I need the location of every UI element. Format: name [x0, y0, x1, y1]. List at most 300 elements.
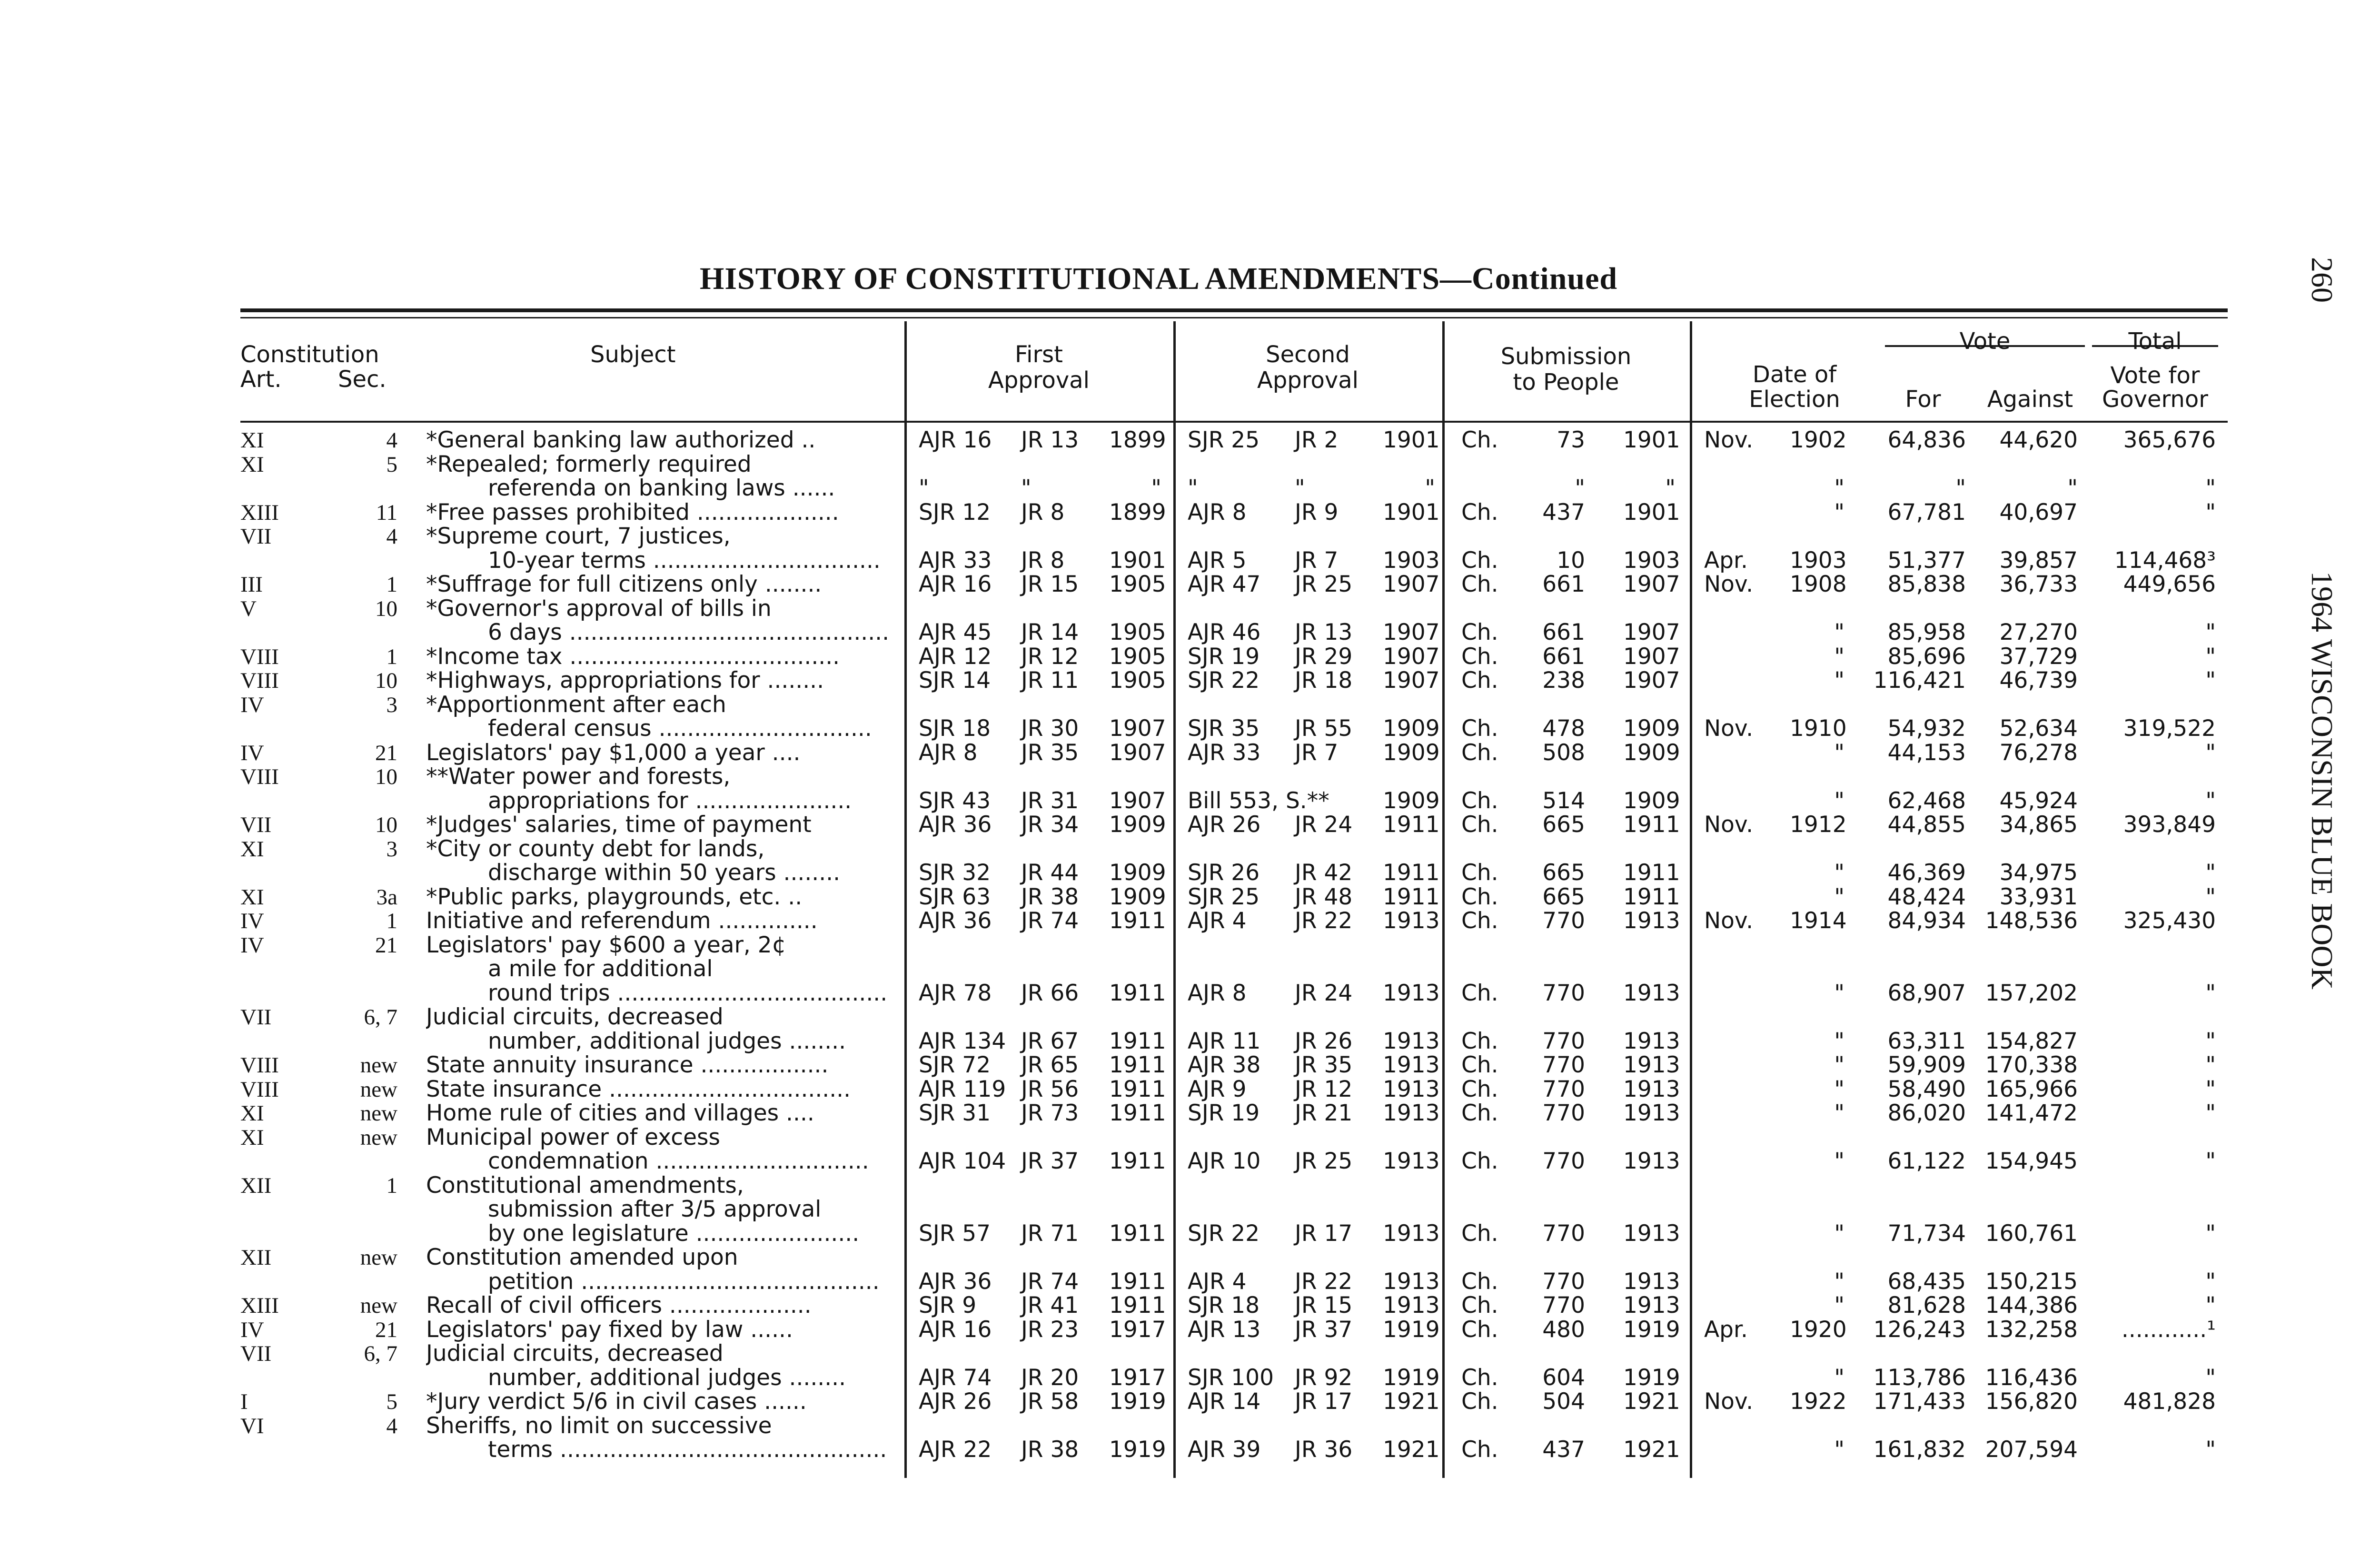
submission-chapter-label: Ch.: [1461, 1292, 1498, 1318]
table-row: [0, 645, 2380, 669]
first-approval-bill: SJR 12: [919, 499, 991, 525]
first-approval-year: 1907: [1109, 715, 1166, 742]
vote-against-cell: 44,620: [1999, 427, 2078, 453]
total-vote-cell: ": [2205, 1028, 2216, 1054]
article-cell: VI: [240, 1413, 264, 1438]
second-approval-year: 1913: [1383, 908, 1440, 934]
first-approval-bill: AJR 36: [919, 908, 992, 934]
submission-year: 1913: [1623, 1148, 1680, 1174]
election-year: ": [1834, 787, 1844, 814]
total-vote-cell: ": [2205, 643, 2216, 670]
second-approval-year: 1911: [1383, 860, 1440, 886]
table-row: [0, 549, 2380, 573]
table-row: [0, 501, 2380, 525]
second-approval-jr: JR 25: [1295, 571, 1353, 597]
election-month: Nov.: [1704, 908, 1754, 934]
article-cell: IV: [240, 909, 264, 933]
table-row: [0, 621, 2380, 644]
header-date-2: Election: [1749, 386, 1840, 413]
election-month: Nov.: [1704, 715, 1754, 742]
submission-chapter: 437: [1542, 499, 1585, 525]
header-first-2: Approval: [988, 367, 1090, 394]
first-approval-year: 1899: [1109, 427, 1166, 453]
submission-chapter: 504: [1542, 1388, 1585, 1415]
second-approval-jr: JR 7: [1295, 547, 1339, 574]
submission-chapter-label: Ch.: [1461, 1437, 1498, 1463]
subject-cell: State insurance ..................................: [426, 1077, 851, 1101]
submission-year: 1913: [1623, 1052, 1680, 1078]
second-approval-bill: AJR 33: [1188, 739, 1261, 766]
first-approval-year: 1909: [1109, 812, 1166, 838]
subject-cell: *Apportionment after each: [426, 693, 726, 717]
election-year: 1914: [1790, 908, 1847, 934]
table-row: [0, 1270, 2380, 1294]
first-approval-bill: AJR 36: [919, 1268, 992, 1295]
election-month: Nov.: [1704, 571, 1754, 597]
article-cell: IV: [240, 932, 264, 958]
submission-year: 1913: [1623, 1220, 1680, 1247]
first-approval-year: 1905: [1109, 643, 1166, 670]
first-approval-jr: JR 15: [1021, 571, 1079, 597]
section-cell: 11: [376, 500, 397, 525]
second-approval-bill: AJR 46: [1188, 619, 1261, 645]
submission-chapter: 665: [1542, 860, 1585, 886]
submission-chapter: 437: [1542, 1437, 1585, 1463]
first-approval-jr: JR 37: [1021, 1148, 1079, 1174]
article-cell: I: [240, 1389, 248, 1414]
header-against: Against: [1987, 386, 2073, 413]
second-approval-bill: AJR 4: [1188, 908, 1247, 934]
submission-chapter-label: Ch.: [1461, 812, 1498, 838]
table-row: [0, 1414, 2380, 1438]
table-row: [0, 1222, 2380, 1246]
election-year: ": [1834, 1437, 1844, 1463]
table-row: [0, 1318, 2380, 1342]
vote-for-cell: 126,243: [1873, 1316, 1966, 1343]
second-approval-year: 1913: [1383, 1028, 1440, 1054]
section-cell: 3a: [376, 884, 397, 910]
second-approval-bill: AJR 8: [1188, 499, 1247, 525]
top-rule-thick: [240, 308, 2228, 312]
section-cell: 10: [375, 668, 397, 693]
vote-against-cell: 156,820: [1985, 1388, 2078, 1415]
vote-for-cell: 85,696: [1887, 643, 1966, 670]
table-row: [0, 981, 2380, 1005]
second-approval-bill: AJR 47: [1188, 571, 1261, 597]
vote-against-cell: 141,472: [1985, 1100, 2078, 1126]
subject-cell: Initiative and referendum ..............: [426, 909, 818, 933]
vote-against-cell: 132,258: [1985, 1316, 2078, 1343]
first-approval-year: 1909: [1109, 883, 1166, 910]
subject-cell: *Governor's approval of bills in: [426, 596, 772, 621]
second-approval-bill: AJR 39: [1188, 1437, 1261, 1463]
submission-year: 1921: [1623, 1437, 1680, 1463]
first-approval-jr: JR 58: [1021, 1388, 1079, 1415]
article-cell: VII: [240, 813, 272, 837]
first-approval-bill: AJR 26: [919, 1388, 992, 1415]
article-cell: XI: [240, 1125, 264, 1150]
submission-chapter: 478: [1542, 715, 1585, 742]
header-sec: Sec.: [338, 366, 387, 393]
second-approval-year: 1903: [1383, 547, 1440, 574]
table-row: [0, 476, 2380, 500]
submission-chapter-label: Ch.: [1461, 1100, 1498, 1126]
header-second-1: Second: [1266, 341, 1350, 368]
vote-for-cell: 67,781: [1887, 499, 1966, 525]
subject-cell: *City or county debt for lands,: [426, 837, 765, 861]
article-cell: IV: [240, 740, 264, 765]
first-approval-jr: JR 31: [1021, 787, 1079, 814]
article-cell: XIII: [240, 500, 279, 525]
second-approval-jr: JR 92: [1295, 1364, 1353, 1391]
first-approval-bill: AJR 12: [919, 643, 992, 670]
table-row: [0, 789, 2380, 813]
election-year: 1902: [1790, 427, 1847, 453]
section-cell: new: [360, 1077, 397, 1102]
section-cell: 21: [375, 740, 397, 765]
submission-chapter: 770: [1542, 1052, 1585, 1078]
first-approval-year: 1911: [1109, 1076, 1166, 1102]
first-approval-year: 1919: [1109, 1437, 1166, 1463]
second-approval-bill: ": [1188, 475, 1198, 501]
first-approval-bill: SJR 43: [919, 787, 991, 814]
submission-chapter-label: Ch.: [1461, 883, 1498, 910]
second-approval-jr: JR 37: [1295, 1316, 1353, 1343]
total-vote-cell: 393,849: [2123, 812, 2216, 838]
section-cell: 10: [375, 596, 397, 621]
election-month: Apr.: [1704, 1316, 1748, 1343]
article-cell: VII: [240, 524, 272, 549]
subject-cell: number, additional judges ........: [488, 1029, 846, 1053]
second-approval-bill: AJR 26: [1188, 812, 1261, 838]
total-vote-cell: ": [2205, 667, 2216, 694]
second-approval-jr: JR 35: [1295, 1052, 1353, 1078]
table-row: [0, 1078, 2380, 1101]
total-vote-cell: 114,468³: [2114, 547, 2216, 574]
first-approval-year: 1905: [1109, 619, 1166, 645]
vote-for-cell: 113,786: [1873, 1364, 1966, 1391]
header-first-1: First: [1014, 341, 1063, 368]
table-row: [0, 1198, 2380, 1221]
article-cell: VIII: [240, 1053, 279, 1078]
submission-chapter: 770: [1542, 1220, 1585, 1247]
subject-cell: *Public parks, playgrounds, etc. ..: [426, 885, 803, 909]
section-cell: new: [360, 1245, 397, 1270]
second-approval-jr: JR 48: [1295, 883, 1353, 910]
submission-chapter-label: Ch.: [1461, 980, 1498, 1006]
second-approval-bill: AJR 9: [1188, 1076, 1247, 1102]
submission-chapter-label: Ch.: [1461, 499, 1498, 525]
election-year: ": [1834, 475, 1844, 501]
election-year: 1908: [1790, 571, 1847, 597]
first-approval-bill: AJR 119: [919, 1076, 1006, 1102]
election-month: Nov.: [1704, 427, 1754, 453]
election-month: Nov.: [1704, 1388, 1754, 1415]
subject-cell: *General banking law authorized ..: [426, 428, 816, 452]
vote-against-cell: 144,386: [1985, 1292, 2078, 1318]
first-approval-bill: AJR 78: [919, 980, 992, 1006]
second-approval-jr: JR 25: [1295, 1148, 1353, 1174]
vote-for-cell: 48,424: [1887, 883, 1966, 910]
vote-against-cell: 165,966: [1985, 1076, 2078, 1102]
total-vote-cell: 449,656: [2123, 571, 2216, 597]
section-cell: 4: [386, 524, 397, 549]
vote-for-cell: 81,628: [1887, 1292, 1966, 1318]
page-title: HISTORY OF CONSTITUTIONAL AMENDMENTS—Continued: [700, 261, 1618, 296]
first-approval-jr: JR 35: [1021, 739, 1079, 766]
second-approval-year: 1911: [1383, 883, 1440, 910]
election-year: 1912: [1790, 812, 1847, 838]
first-approval-jr: JR 14: [1021, 619, 1079, 645]
second-approval-jr: JR 21: [1295, 1100, 1353, 1126]
second-approval-year: 1901: [1383, 427, 1440, 453]
submission-year: 1907: [1623, 643, 1680, 670]
submission-chapter: 770: [1542, 1148, 1585, 1174]
subject-cell: *Jury verdict 5/6 in civil cases ......: [426, 1390, 807, 1414]
subject-cell: Legislators' pay $600 a year, 2¢: [426, 933, 786, 957]
header-submission-2: to People: [1513, 369, 1619, 396]
submission-chapter-label: Ch.: [1461, 1076, 1498, 1102]
first-approval-year: 1899: [1109, 499, 1166, 525]
subject-cell: discharge within 50 years ........: [488, 861, 841, 885]
section-cell: 1: [386, 572, 397, 597]
second-approval-bill: AJR 11: [1188, 1028, 1261, 1054]
first-approval-year: 1911: [1109, 1100, 1166, 1126]
submission-chapter-label: Ch.: [1461, 667, 1498, 694]
first-approval-jr: JR 13: [1021, 427, 1079, 453]
section-cell: 4: [386, 428, 397, 453]
section-cell: 3: [386, 692, 397, 717]
submission-chapter-label: Ch.: [1461, 1148, 1498, 1174]
total-vote-cell: ": [2205, 1437, 2216, 1463]
vote-against-cell: 36,733: [1999, 571, 2078, 597]
first-approval-bill: AJR 16: [919, 1316, 992, 1343]
vote-for-cell: 63,311: [1887, 1028, 1966, 1054]
header-submission-1: Submission: [1500, 343, 1632, 370]
second-approval-year: 1909: [1383, 715, 1440, 742]
election-month: Nov.: [1704, 812, 1754, 838]
first-approval-bill: SJR 57: [919, 1220, 991, 1247]
second-approval-bill: SJR 35: [1188, 715, 1260, 742]
subject-cell: submission after 3/5 approval: [488, 1198, 822, 1221]
first-approval-bill: AJR 36: [919, 812, 992, 838]
second-approval-jr: JR 22: [1295, 1268, 1353, 1295]
vote-for-cell: 58,490: [1887, 1076, 1966, 1102]
second-approval-bill: AJR 5: [1188, 547, 1247, 574]
vote-against-cell: 37,729: [1999, 643, 2078, 670]
first-approval-year: 1911: [1109, 1148, 1166, 1174]
first-approval-jr: JR 12: [1021, 643, 1079, 670]
second-approval-jr: JR 24: [1295, 812, 1353, 838]
subject-cell: Sheriffs, no limit on successive: [426, 1414, 772, 1438]
second-approval-jr: JR 17: [1295, 1388, 1353, 1415]
section-cell: new: [360, 1101, 397, 1126]
total-vote-cell: ": [2205, 1268, 2216, 1295]
second-approval-jr: JR 15: [1295, 1292, 1353, 1318]
subject-cell: *Income tax ......................................: [426, 644, 840, 669]
subject-cell: *Highways, appropriations for ........: [426, 669, 824, 693]
subject-cell: Municipal power of excess: [426, 1125, 720, 1150]
submission-chapter: 665: [1542, 883, 1585, 910]
subject-cell: 10-year terms ................................: [488, 548, 881, 573]
total-vote-cell: ": [2205, 883, 2216, 910]
second-approval-year: 1911: [1383, 812, 1440, 838]
election-month: Apr.: [1704, 547, 1748, 574]
second-approval-bill: AJR 4: [1188, 1268, 1247, 1295]
submission-chapter: 514: [1542, 787, 1585, 814]
second-approval-year: 1901: [1383, 499, 1440, 525]
section-cell: 5: [386, 452, 397, 477]
first-approval-year: 1905: [1109, 571, 1166, 597]
article-cell: XI: [240, 428, 264, 453]
submission-chapter-label: Ch.: [1461, 619, 1498, 645]
vote-against-cell: 45,924: [1999, 787, 2078, 814]
election-year: ": [1834, 1292, 1844, 1318]
first-approval-jr: JR 8: [1021, 547, 1065, 574]
vote-for-cell: 62,468: [1887, 787, 1966, 814]
table-row: [0, 909, 2380, 933]
vote-against-cell: 76,278: [1999, 739, 2078, 766]
section-cell: new: [360, 1053, 397, 1078]
section-cell: new: [360, 1125, 397, 1150]
submission-year: 1913: [1623, 1100, 1680, 1126]
vote-against-cell: 40,697: [1999, 499, 2078, 525]
second-approval-year: 1909: [1383, 787, 1440, 814]
first-approval-bill: SJR 9: [919, 1292, 977, 1318]
second-approval-year: ": [1425, 475, 1435, 501]
subject-cell: *Repealed; formerly required: [426, 452, 752, 476]
total-vote-cell: ": [2205, 980, 2216, 1006]
second-approval-bill: SJR 19: [1188, 643, 1260, 670]
first-approval-jr: JR 38: [1021, 1437, 1079, 1463]
first-approval-year: 1907: [1109, 787, 1166, 814]
submission-chapter-label: Ch.: [1461, 1220, 1498, 1247]
first-approval-year: 1917: [1109, 1316, 1166, 1343]
section-cell: 4: [386, 1413, 397, 1438]
total-vote-cell: ": [2205, 1148, 2216, 1174]
submission-chapter: 770: [1542, 1100, 1585, 1126]
second-approval-year: 1913: [1383, 1148, 1440, 1174]
first-approval-year: 1911: [1109, 1268, 1166, 1295]
first-approval-jr: JR 56: [1021, 1076, 1079, 1102]
submission-chapter: 661: [1542, 571, 1585, 597]
total-vote-cell: ": [2205, 619, 2216, 645]
second-approval-year: 1913: [1383, 1052, 1440, 1078]
vote-for-cell: 46,369: [1887, 860, 1966, 886]
total-vote-cell: 319,522: [2123, 715, 2216, 742]
submission-year: 1913: [1623, 1292, 1680, 1318]
section-cell: 21: [375, 1317, 397, 1342]
total-vote-cell: ": [2205, 787, 2216, 814]
election-year: ": [1834, 667, 1844, 694]
vote-against-cell: ": [2067, 475, 2078, 501]
submission-chapter: 770: [1542, 1028, 1585, 1054]
article-cell: V: [240, 596, 257, 621]
total-vote-cell: ": [2205, 1364, 2216, 1391]
header-vote: Vote: [1959, 328, 2011, 355]
submission-year: 1913: [1623, 1028, 1680, 1054]
first-approval-year: 1907: [1109, 739, 1166, 766]
submission-chapter: 661: [1542, 619, 1585, 645]
submission-chapter: 604: [1542, 1364, 1585, 1391]
table-row: [0, 1150, 2380, 1173]
submission-year: 1911: [1623, 812, 1680, 838]
article-cell: IV: [240, 692, 264, 717]
table-row: [0, 933, 2380, 957]
vote-for-cell: 85,838: [1887, 571, 1966, 597]
subject-cell: *Supreme court, 7 justices,: [426, 525, 731, 548]
vote-against-cell: 52,634: [1999, 715, 2078, 742]
second-approval-jr: JR 7: [1295, 739, 1339, 766]
submission-year: 1913: [1623, 980, 1680, 1006]
submission-chapter-label: Ch.: [1461, 547, 1498, 574]
election-year: ": [1834, 1076, 1844, 1102]
second-approval-jr: JR 13: [1295, 619, 1353, 645]
submission-chapter-label: Ch.: [1461, 1028, 1498, 1054]
first-approval-year: 1901: [1109, 547, 1166, 574]
second-approval-jr: JR 26: [1295, 1028, 1353, 1054]
first-approval-jr: ": [1021, 475, 1031, 501]
running-head: 1964 WISCONSIN BLUE BOOK: [2305, 571, 2339, 990]
second-approval-jr: JR 36: [1295, 1437, 1353, 1463]
vote-for-cell: 171,433: [1873, 1388, 1966, 1415]
submission-year: 1921: [1623, 1388, 1680, 1415]
vote-for-cell: 68,907: [1887, 980, 1966, 1006]
second-approval-year: 1909: [1383, 739, 1440, 766]
second-approval-year: 1913: [1383, 1292, 1440, 1318]
second-approval-year: 1913: [1383, 1268, 1440, 1295]
first-approval-jr: JR 71: [1021, 1220, 1079, 1247]
submission-chapter: 665: [1542, 812, 1585, 838]
subject-cell: Constitutional amendments,: [426, 1173, 744, 1198]
submission-chapter: 508: [1542, 739, 1585, 766]
second-approval-bill: Bill 553, S.**: [1188, 787, 1329, 814]
submission-chapter: 770: [1542, 908, 1585, 934]
vote-for-cell: 51,377: [1887, 547, 1966, 574]
election-year: ": [1834, 860, 1844, 886]
article-cell: III: [240, 572, 263, 597]
vote-for-cell: 71,734: [1887, 1220, 1966, 1247]
submission-year: 1913: [1623, 908, 1680, 934]
table-row: [0, 957, 2380, 981]
submission-chapter: 238: [1542, 667, 1585, 694]
first-approval-bill: AJR 16: [919, 427, 992, 453]
first-approval-bill: SJR 18: [919, 715, 991, 742]
second-approval-jr: JR 22: [1295, 908, 1353, 934]
submission-year: 1909: [1623, 715, 1680, 742]
vote-against-cell: 160,761: [1985, 1220, 2078, 1247]
subject-cell: petition ..........................................: [488, 1269, 880, 1294]
total-vote-cell: ": [2205, 1220, 2216, 1247]
table-row: [0, 1438, 2380, 1462]
vote-for-cell: 161,832: [1873, 1437, 1966, 1463]
submission-chapter-label: Ch.: [1461, 860, 1498, 886]
first-approval-bill: SJR 14: [919, 667, 991, 694]
first-approval-jr: JR 8: [1021, 499, 1065, 525]
second-approval-bill: SJR 25: [1188, 883, 1260, 910]
first-approval-bill: AJR 104: [919, 1148, 1006, 1174]
submission-chapter-label: Ch.: [1461, 908, 1498, 934]
first-approval-bill: ": [919, 475, 929, 501]
second-approval-bill: AJR 8: [1188, 980, 1247, 1006]
table-row: [0, 669, 2380, 693]
second-approval-bill: AJR 38: [1188, 1052, 1261, 1078]
table-row: [0, 837, 2380, 861]
submission-chapter: ": [1575, 475, 1585, 501]
first-approval-jr: JR 30: [1021, 715, 1079, 742]
article-cell: VII: [240, 1005, 272, 1030]
first-approval-jr: JR 73: [1021, 1100, 1079, 1126]
